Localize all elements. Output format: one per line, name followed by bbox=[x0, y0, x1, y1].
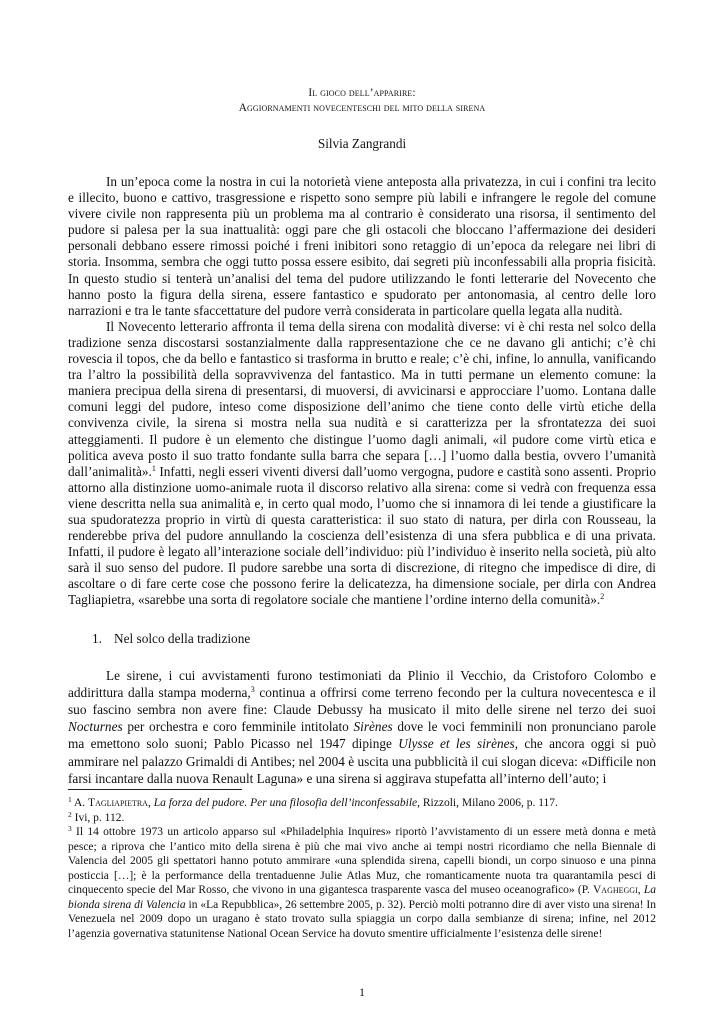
footnote-3-text-a: Il 14 ottobre 1973 un articolo apparso sul «Philadelphia Inquires» riportò l’avvistamento di un essere metà donna e metà pesce; a riprova che l’antico mito della sirena è più che mai vivo anche ai tempi nostri ricordiamo che nella Biennale di Valencia del 2005 gli spettatori hanno potuto ammirare «una splendida sirena, capelli biondi, un corpo sinuoso e una pinna posticcia […]; è la performance della trentaduenne Julie Atlas Muz, che romanticamente nuota tra quarantamila pesci di cinquecento specie del Mar Rosso, che vivono in una gigantesca trasparente vasca del museo oceanografico» (P. bbox=[68, 826, 656, 896]
footnote-3-number: 3 bbox=[68, 824, 72, 833]
footnote-2-text: Ivi, p. 112. bbox=[71, 811, 125, 824]
footnote-2-number: 2 bbox=[68, 809, 72, 819]
footnote-3-text-b: , bbox=[637, 884, 644, 896]
author-name: Silvia Zangrandi bbox=[317, 136, 407, 151]
section-heading bbox=[92, 631, 656, 647]
footnote-separator bbox=[68, 789, 242, 790]
footnote-1-number: 1 bbox=[68, 795, 72, 804]
article-title bbox=[68, 86, 656, 116]
section-title: Nel solco della tradizione bbox=[114, 630, 251, 646]
work-title-ulysse: Ulysse et les sirènes bbox=[398, 736, 515, 752]
title-line-2: Aggiornamenti novecenteschi del mito della sirena bbox=[238, 102, 486, 114]
section-paragraph bbox=[68, 667, 656, 787]
intro-paragraph-2 bbox=[68, 319, 656, 609]
page-number: 1 bbox=[359, 985, 365, 999]
footnote-3 bbox=[68, 825, 656, 941]
footnote-3-text-c: in «La Repubblica», 26 settembre 2005, p. 32). Perciò molti potranno dire di aver visto una sirena! In Venezuela nel 2009 dopo un uragano è stato trovato sulla spiaggia un corpo dalla sembianze di sirena; infine, nel 2012 l’agenzia governativa statunitense National Ocean Service ha dovuto smentire ufficialmente l’esistenza delle sirene! bbox=[68, 898, 656, 940]
intro-paragraph-2-text-a: Il Novecento letterario affronta il tema della sirena con modalità diverse: vi è chi resta nel solco della tradizione senza discostarsi sostanzialmente dalla rappresentazione che ce ne davano gli antichi; c’è chi rovescia il topos, che da bello e fantastico si trasforma in brutto e reale; c’è chi, infine, lo annulla, vanificando tra l’altro la possibilità della sopravvivenza del fantastico. Ma in tutti permane un elemento comune: la maniera precipua della sirena di presentarsi, di muoversi, di avvicinarsi e approcciare l’uomo. Lontana dalle comuni leggi del pudore, inteso come disposizione dell’animo che tiene conto delle virtù etiche della convivenza civile, la sirena si mostra nella sua nudità e si caratterizza per la sfrontatezza dei suoi atteggiamenti. Il pudore è un elemento che distingue l’uomo dagli animali, «il pudore come virtù etica e politica aveva posto il suo tratto fondante sulla barra che separa […] l’uomo dalla bestia, ovvero l’umanità dall’animalità». bbox=[68, 318, 656, 479]
title-line-1: Il gioco dell’apparire: bbox=[308, 87, 416, 99]
section-body bbox=[68, 667, 656, 787]
section-text-c: per orchestra e coro femminile intitolato bbox=[122, 719, 354, 735]
footnote-1-text-a: A. bbox=[71, 797, 89, 809]
footnote-1-author: Tagliapietra bbox=[88, 797, 148, 809]
footnote-2 bbox=[68, 811, 656, 826]
section-text-d: dove le voci femminili non pronunciano parole ma emettono solo suoni; Pablo Picasso nel 1947 dipinge bbox=[68, 719, 656, 752]
work-title-nocturnes: Nocturnes bbox=[68, 719, 123, 735]
footnote-3-author: Vagheggi bbox=[592, 884, 638, 896]
footnote-1-text-b: , bbox=[147, 797, 154, 809]
intro-paragraph-2-text-b: Infatti, negli esseri viventi diversi dall’uomo vergogna, pudore e castità sono assenti. Proprio attorno alla distinzione uomo-animale ruota il discorso relativo alla sirena: come si vedrà con frequenza essa viene descritta nella sua animalità e, in certo qual modo, l’uomo che si innamora di lei tende a giustificare la sua spudoratezza proprio in virtù di questa caratteristica: il suo stato di natura, per dirla con Rousseau, la renderebbe priva del pudore annullando la coscienza dell’esistenza di una sfera pubblica e di una privata. Infatti, il pudore è legato all’interazione sociale dell’individuo: più l’individuo è inserito nella società, più alto sarà il suo senso del pudore. Il pudore sarebbe una sorta di discrezione, di ritegno che impedisce di dire, di ascoltare o di fare certe cose che possono ferire la delicatezza, ha dimensione sociale, per dirla con Andrea Tagliapietra, «sarebbe una sorta di regolatore sociale che mantiene l’ordine interno della comunità». bbox=[68, 463, 656, 608]
intro-paragraph-1: In un’epoca come la nostra in cui la notorietà viene anteposta alla privatezza, in cui i confini tra lecito e illecito, buono e cattivo, trasgressione e rispetto sono sempre più labili e infrangere le regole del comune vivere civile non rappresenta più un problema ma al contrario è considerato una risorsa, il sentimento del pudore si palesa per la sua inattualità: oggi pare che gli ostacoli che bloccano l’affermazione dei desideri personali debbano essere rimossi poiché i freni inibitori sono retaggio di un’epoca da relegare nei libri di storia. Insomma, sembra che oggi tutto possa essere esibito, dai segreti più inconfessabili alla propria fisicità. In questo studio si tenterà un’analisi del tema del pudore utilizzando le fonti letterarie del Novecento che hanno posto la figura della sirena, essere fantastico e spudorato per antonomasia, al centro delle loro narrazioni e tra le tante sfaccettature del pudore verrà considerata in particolare quella legata alla nudità. bbox=[68, 174, 656, 318]
footnote-ref-2[interactable]: 2 bbox=[600, 592, 605, 602]
work-title-sirenes: Sirènes bbox=[353, 719, 393, 735]
footnote-1 bbox=[68, 796, 656, 811]
section-text-b: continua a offrirsi come terreno fecondo per la cultura novecentesca e il suo fascino sembra non avere fine: Claude Debussy ha musicato il mito delle sirene nel terzo dei suoi bbox=[68, 684, 656, 717]
main-content bbox=[68, 86, 656, 787]
section-text-a: Le sirene, i cui avvistamenti furono testimoniati da Plinio il Vecchio, da Cristoforo Colombo e addirittura dalla stampa moderna, bbox=[68, 667, 656, 700]
footnote-ref-1[interactable]: 1 bbox=[151, 463, 156, 473]
section-text-e: , che ancora oggi si può ammirare nel palazzo Grimaldi di Antibes; nel 2004 è uscita una pubblicità il cui slogan diceva: «Difficile non farsi incantare dalla nuova Renault Laguna» e una sirena si aggirava stupefatta all’interno dell’auto; i bbox=[68, 736, 656, 786]
footnote-3-title: La bionda sirena di Valencia bbox=[68, 884, 656, 911]
footnotes bbox=[68, 796, 656, 941]
footnote-1-title: La forza del pudore. Per una filosofia dell’inconfessabile bbox=[153, 797, 418, 809]
intro-body bbox=[68, 174, 656, 609]
footnote-1-text-c: , Rizzoli, Milano 2006, p. 117. bbox=[417, 797, 558, 809]
section-number: 1. bbox=[92, 630, 102, 646]
footnote-ref-3[interactable]: 3 bbox=[250, 684, 255, 694]
